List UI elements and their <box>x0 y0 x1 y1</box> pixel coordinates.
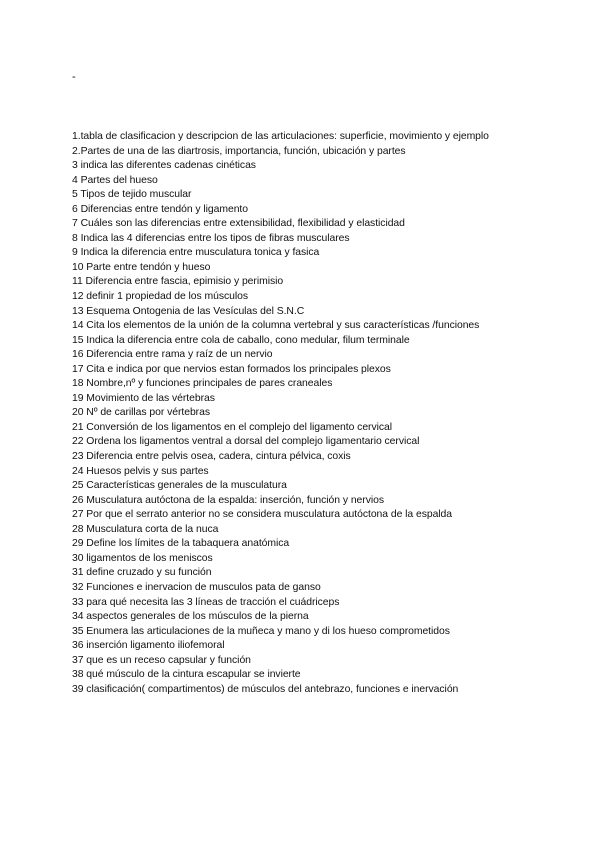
question-item: 22 Ordena los ligamentos ventral a dorsal del complejo ligamentario cervical <box>72 436 420 448</box>
question-item: 10 Parte entre tendón y hueso <box>72 261 211 273</box>
question-item: 27 Por que el serrato anterior no se considera musculatura autóctona de la espalda <box>72 509 453 521</box>
question-item: 16 Diferencia entre rama y raíz de un nervio <box>72 349 273 361</box>
question-item: 36 inserción ligamento iliofemoral <box>72 640 225 652</box>
question-item: 25 Características generales de la musculatura <box>72 480 287 492</box>
question-item: 15 Indica la diferencia entre cola de caballo, cono medular, filum terminale <box>72 334 410 346</box>
question-item: 30 ligamentos de los meniscos <box>72 552 213 564</box>
question-item: 8 Indica las 4 diferencias entre los tipos de fibras musculares <box>72 232 350 244</box>
question-item: 35 Enumera las articulaciones de la muñeca y mano y di los hueso comprometidos <box>72 625 450 637</box>
question-item: 32 Funciones e inervacion de musculos pata de ganso <box>72 581 321 593</box>
question-item: 6 Diferencias entre tendón y ligamento <box>72 203 248 215</box>
question-item: 19 Movimiento de las vértebras <box>72 392 215 404</box>
question-item: 23 Diferencia entre pelvis osea, cadera, cintura pélvica, coxis <box>72 451 351 463</box>
question-item: 33 para qué necesita las 3 líneas de tracción el cuádriceps <box>72 596 340 608</box>
question-item: 3 indica las diferentes cadenas cinéticas <box>72 160 256 172</box>
question-item: 29 Define los límites de la tabaquera anatómica <box>72 538 290 550</box>
question-item: 4 Partes del hueso <box>72 174 158 186</box>
question-item: 26 Musculatura autóctona de la espalda: inserción, función y nervios <box>72 494 384 506</box>
question-list <box>72 130 592 697</box>
question-item: 7 Cuáles son las diferencias entre extensibilidad, flexibilidad y elasticidad <box>72 218 405 230</box>
question-item: 2.Partes de una de las diartrosis, importancia, función, ubicación y partes <box>72 145 406 157</box>
question-item: 5 Tipos de tejido muscular <box>72 189 192 201</box>
question-item: 38 qué músculo de la cintura escapular se invierte <box>72 669 301 681</box>
question-item: 14 Cita los elementos de la unión de la columna vertebral y sus características /funciones <box>72 320 480 332</box>
question-item: 1.tabla de clasificacion y descripcion de las articulaciones: superficie, movimiento y ejemplo <box>72 131 489 142</box>
question-item: 21 Conversión de los ligamentos en el complejo del ligamento cervical <box>72 421 392 433</box>
question-item: 11 Diferencia entre fascia, epimisio y perimisio <box>72 276 284 288</box>
question-item: 24 Huesos pelvis y sus partes <box>72 465 209 477</box>
question-item: 39 clasificación( compartimentos) de músculos del antebrazo, funciones e inervación <box>72 683 459 695</box>
question-item: 34 aspectos generales de los músculos de la pierna <box>72 611 309 623</box>
question-item: 28 Musculatura corta de la nuca <box>72 523 219 535</box>
question-item: 13 Esquema Ontogenia de las Vesículas del S.N.C <box>72 305 305 317</box>
header-dash: - <box>72 71 76 83</box>
question-item: 12 definir 1 propiedad de los músculos <box>72 291 249 303</box>
question-item: 9 Indica la diferencia entre musculatura tonica y fasica <box>72 247 320 259</box>
question-item: 20 Nº de carillas por vértebras <box>72 407 210 419</box>
question-item: 18 Nombre,nº y funciones principales de pares craneales <box>72 378 333 390</box>
question-item: 37 que es un receso capsular y función <box>72 654 251 666</box>
question-item: 17 Cita e indica por que nervios estan formados los principales plexos <box>72 363 391 375</box>
question-item: 31 define cruzado y su función <box>72 567 212 579</box>
